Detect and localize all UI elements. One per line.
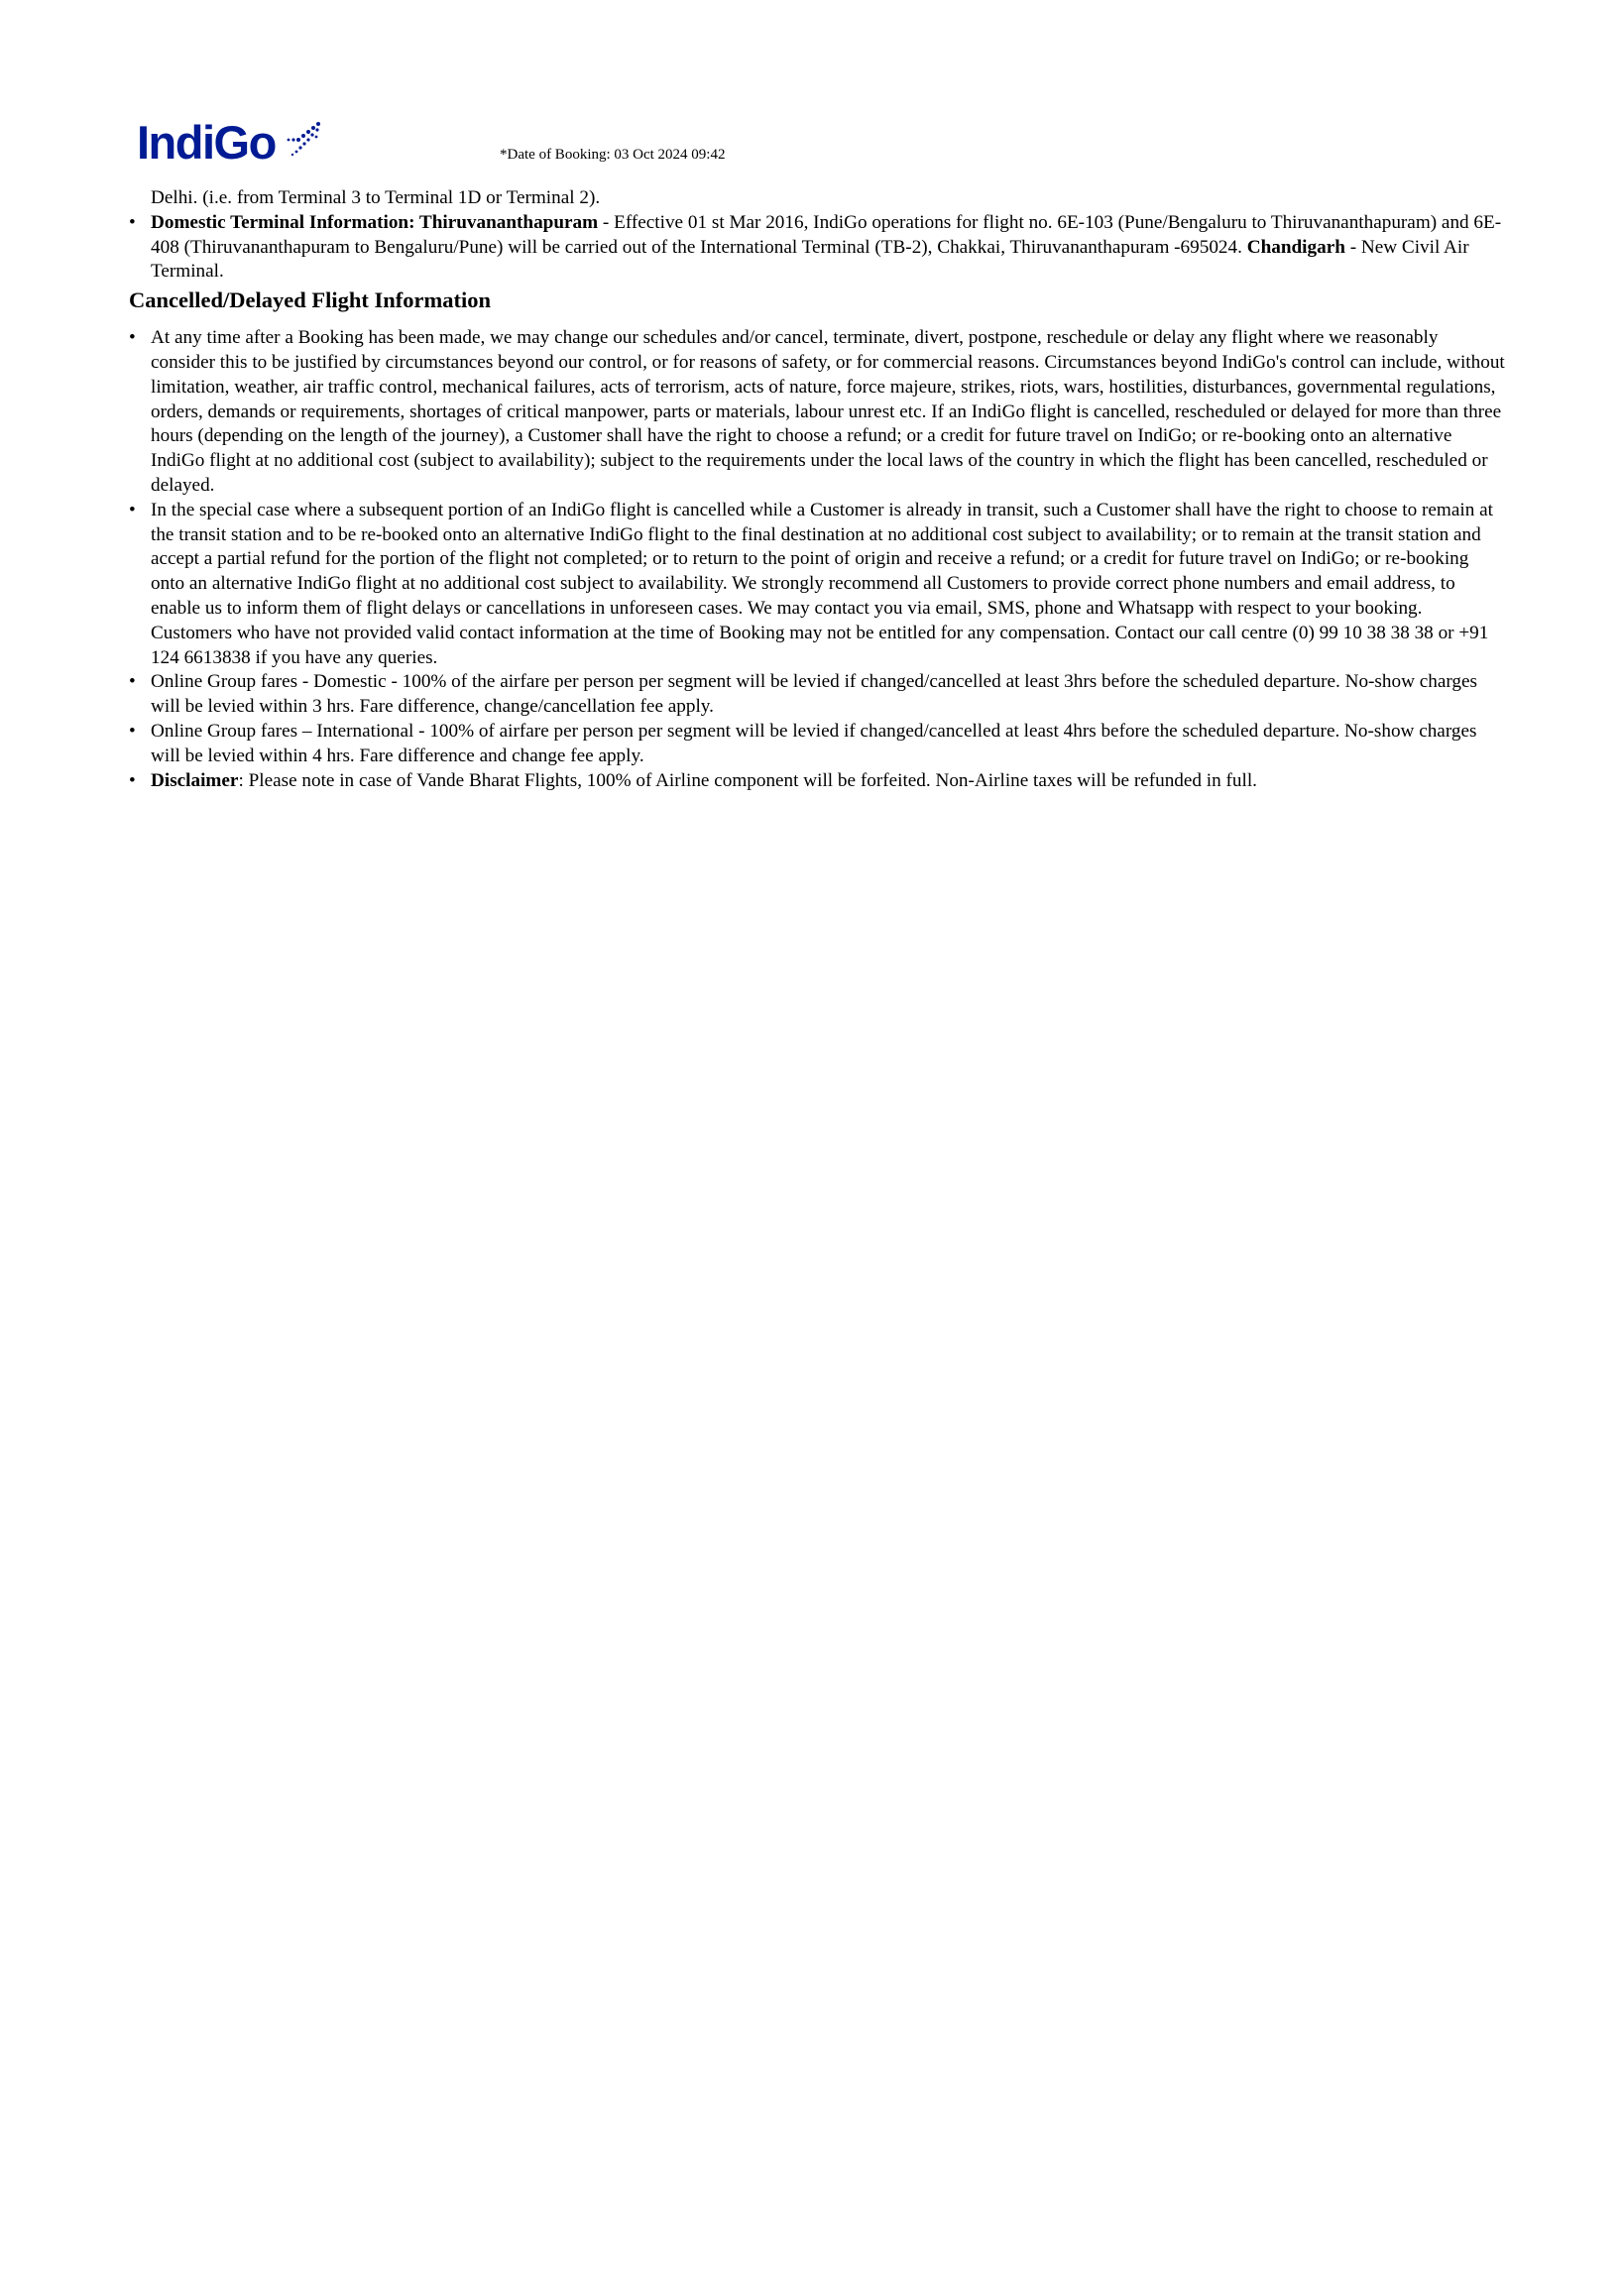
- list-item: • Online Group fares – International - 100% of airfare per person per segment will be levied if changed/cancelled at least 4hrs before the scheduled departure. No-show charges will be levied within 4 hrs. Fare difference and change fee apply.: [129, 720, 1507, 769]
- indigo-logo: [137, 117, 321, 169]
- disclaimer-text: : Please note in case of Vande Bharat Flights, 100% of Airline component will be forfeited. Non-Airline taxes will be refunded in full.: [238, 769, 1257, 791]
- disclaimer-label: Disclaimer: [151, 769, 239, 791]
- terminal-continued-text: Delhi. (i.e. from Terminal 3 to Terminal 1D or Terminal 2).: [151, 187, 601, 208]
- plane-dots-icon: [284, 121, 321, 162]
- terminal-info-list: [129, 211, 1507, 285]
- booking-date: *Date of Booking: 03 Oct 2024 09:42: [500, 147, 726, 163]
- domestic-terminal-label: Domestic Terminal Information: Thiruvananthapuram: [151, 211, 599, 233]
- page-header: [137, 117, 771, 172]
- list-item: [129, 211, 1507, 285]
- document-body: [129, 186, 1507, 793]
- list-item: • Online Group fares - Domestic - 100% of the airfare per person per segment will be levied if changed/cancelled at least 3hrs before the scheduled departure. No-show charges will be levied within 3 hrs. Fare difference, change/cancellation fee apply.: [129, 670, 1507, 720]
- logo-text: IndiGo: [137, 116, 276, 169]
- section-title: Cancelled/Delayed Flight Information: [129, 287, 491, 313]
- domestic-terminal-text: - Effective 01 st Mar 2016, IndiGo operations for flight no. 6E-103 (Pune/Bengaluru to Thiruvananthapuram) and 6E-408 (Thiruvananthapuram to Bengaluru/Pune) will be carried out of the International Terminal (TB-2), Chakkai, Thiruvananthapuram -695024.: [151, 211, 1502, 258]
- cancelled-info-list: [129, 326, 1507, 793]
- list-item: • At any time after a Booking has been made, we may change our schedules and/or cancel, terminate, divert, postpone, reschedule or delay any flight where we reasonably consider this to be justified by circumstances beyond our control, or for reasons of safety, or for commercial reasons. Circumstances beyond IndiGo's control can include, without limitation, weather, air traffic control, mechanical failures, acts of terrorism, acts of nature, force majeure, strikes, riots, wars, hostilities, disturbances, governmental regulations, orders, demands or requirements, shortages of critical manpower, parts or materials, labour unrest etc. If an IndiGo flight is cancelled, rescheduled or delayed for more than three hours (depending on the length of the journey), a Customer shall have the right to choose a refund; or a credit for future travel on IndiGo; or re-booking onto an alternative IndiGo flight at no additional cost (subject to availability); subject to the requirements under the local laws of the country in which the flight has been cancelled, rescheduled or delayed.: [129, 326, 1507, 499]
- list-item: [129, 769, 1507, 794]
- chandigarh-label: Chandigarh: [1246, 236, 1345, 258]
- chandigarh-text: - New Civil Air Terminal.: [151, 236, 1469, 283]
- list-item: • In the special case where a subsequent portion of an IndiGo flight is cancelled while a Customer is already in transit, such a Customer shall have the right to choose to remain at the transit station and to be re-booked onto an alternative IndiGo flight to the final destination at no additional cost subject to availability; or to remain at the transit station and accept a partial refund for the portion of the flight not completed; or to return to the point of origin and receive a refund; or a credit for future travel on IndiGo; or re-booking onto an alternative IndiGo flight at no additional cost subject to availability. We strongly recommend all Customers to provide correct phone numbers and email address, to enable us to inform them of flight delays or cancellations in unforeseen cases. We may contact you via email, SMS, phone and Whatsapp with respect to your booking. Customers who have not provided valid contact information at the time of Booking may not be entitled for any compensation. Contact our call centre (0) 99 10 38 38 38 or +91 124 6613838 if you have any queries.: [129, 499, 1507, 671]
